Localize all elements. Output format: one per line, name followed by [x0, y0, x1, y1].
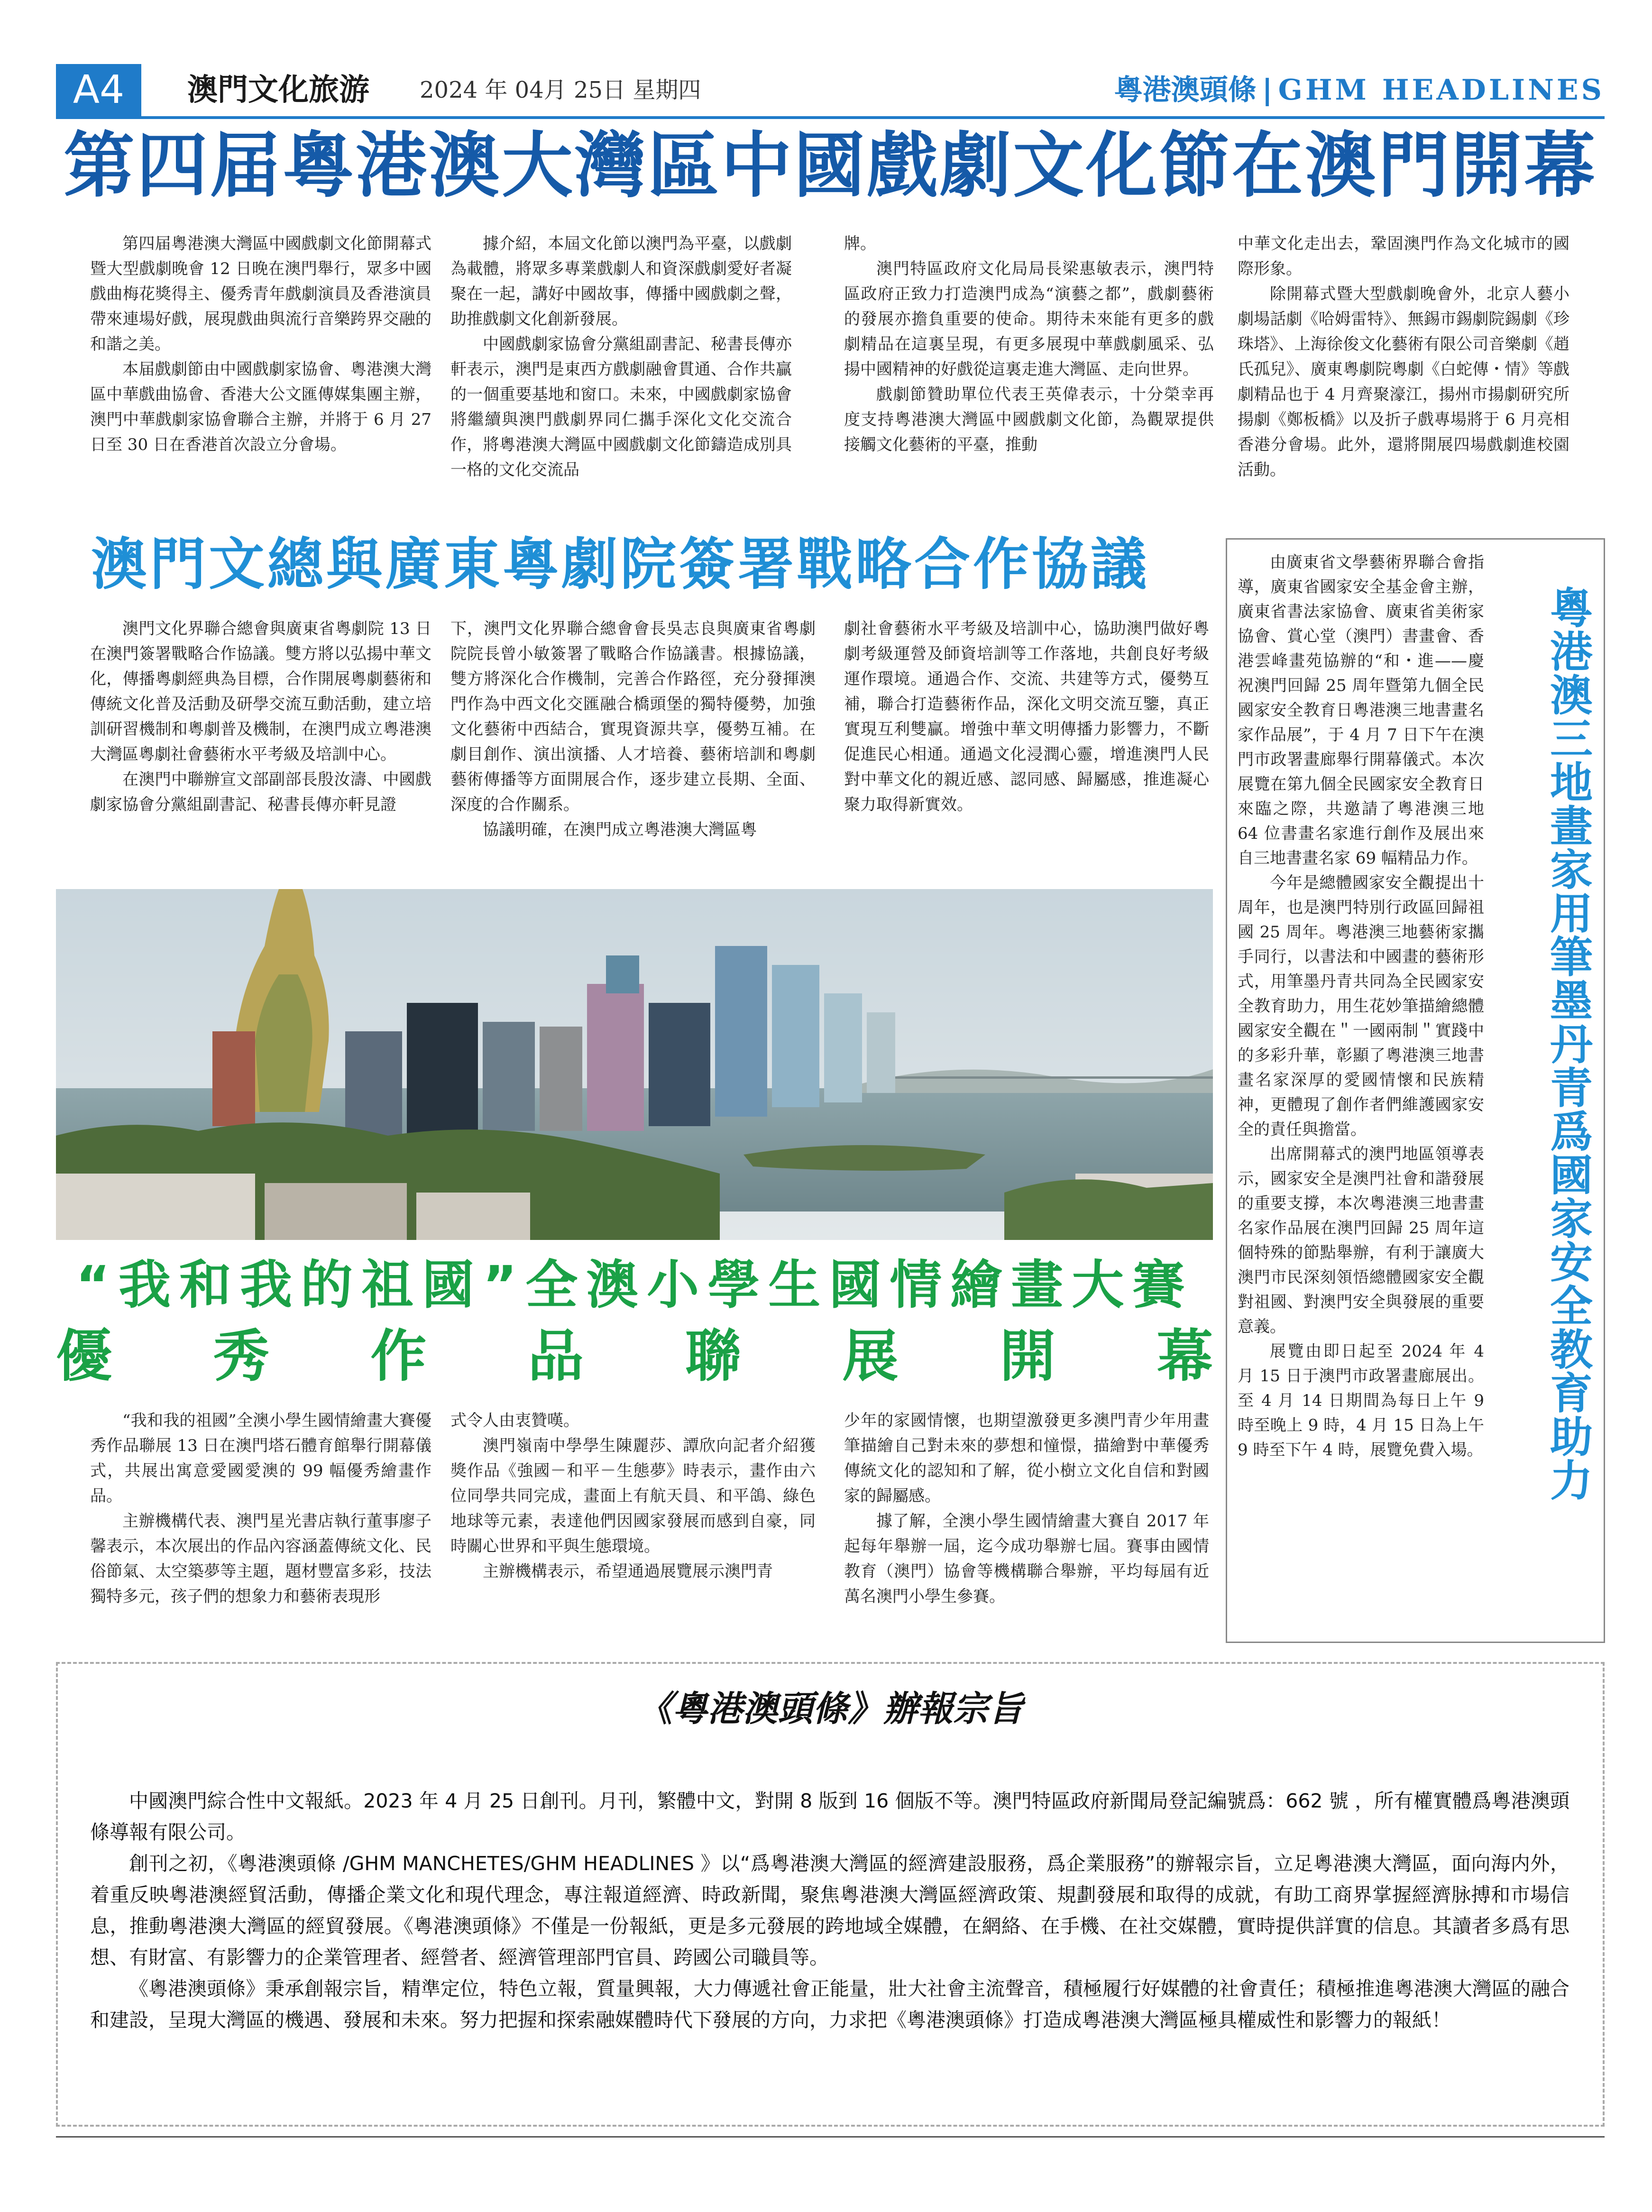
section-name: 澳門文化旅游 — [187, 73, 369, 108]
article1-paragraph: 戲劇節贊助單位代表王英偉表示，十分榮幸再度支持粵港澳大灣區中國戲劇文化節，為觀眾提供接觸文化藝術的平臺，推動 — [844, 385, 1214, 454]
article2-paragraph: 在澳門中聯辦宣文部副部長殷汝濤、中國戲劇家協會分黨組副書記、秘書長傳亦軒見證 — [90, 770, 431, 814]
article2-paragraph: 劇社會藝術水平考級及培訓中心，協助澳門做好粵劇考級運營及師資培訓等工作落地，共創良好考級運作環境。通過合作、交流、共建等方式，優勢互補，聯合打造藝術作品，深化文明交流互鑒，真正實現互利雙贏。增強中華文明傳播力影響力，不斷促進民心相通。通過文化浸潤心靈，增進澳門人民對中華文化的親近感、認同感、歸屬感，推進凝心聚力取得新實效。 — [844, 619, 1209, 814]
article3-paragraph: 澳門嶺南中學學生陳麗莎、譚欣向記者介紹獲獎作品《強國－和平－生態夢》時表示，畫作由六位同學共同完成，畫面上有航天員、和平鴿、綠色地球等元素，表達他們因國家發展而感到自豪，同時關心世界和平與生態環境。 — [450, 1436, 816, 1556]
headline-char: 優 — [56, 1323, 112, 1389]
article3-paragraph: 據了解，全澳小學生國情繪畫大賽自 2017 年起每年舉辦一屆，迄今成功舉辦七屆。賽事由國情教育（澳門）協會等機構聯合舉辦，平均每屆有近萬名澳門小學生參賽。 — [844, 1512, 1209, 1606]
article3-column-2 — [450, 1408, 816, 1584]
headline-char: 展 — [842, 1323, 899, 1389]
headline-char: 聯 — [685, 1323, 741, 1389]
article1-paragraph: 除開幕式暨大型戲劇晚會外，北京人藝小劇場話劇《哈姆雷特》、無錫市錫劇院錫劇《珍珠塔》、上海徐俊文化藝術有限公司音樂劇《趙氏孤兒》、廣東粵劇院粵劇《白蛇傳・情》等戲劇精品也于 4 月齊聚濠江，揚州市揚劇研究所揚劇《鄭板橋》以及折子戲專場將于 6 月亮相香港分會場。此外，還將開展四場戲劇進校園活動。 — [1238, 285, 1569, 479]
issue-date: 2024 年 04月 25日 星期四 — [420, 77, 701, 103]
article2-paragraph: 澳門文化界聯合總會與廣東省粵劇院 13 日在澳門簽署戰略合作協議。雙方將以弘揚中華文化，傳播粵劇經典為目標，合作開展粵劇藝術和傳統文化普及活動及研學交流互動活動，建立培訓研習機制和粵劇普及機制，在澳門成立粵港澳大灣區粵劇社會藝術水平考級及培訓中心。 — [90, 619, 431, 764]
header-rule — [56, 116, 1605, 119]
article2-column-3 — [844, 616, 1209, 817]
article1-column-2 — [450, 231, 792, 483]
article3-headline-line2 — [56, 1323, 1213, 1389]
headline-char: 品 — [528, 1323, 584, 1389]
article2-paragraph: 協議明確，在澳門成立粵港澳大灣區粵 — [483, 820, 757, 839]
article1-column-4 — [1238, 231, 1569, 483]
skyline-illustration — [56, 889, 1213, 1240]
sidebar-text — [1238, 550, 1484, 1462]
mission-paragraph: 中國澳門綜合性中文報紙。2023 年 4 月 25 日創刊。月刊，繁體中文，對開 8 版到 16 個版不等。澳門特區政府新聞局登記編號爲：662 號 ，所有權實體爲粵港澳頭條導報有限公司。 — [90, 1790, 1569, 1844]
article1-column-1 — [90, 231, 431, 458]
brand-en: GHM HEADLINES — [1278, 73, 1605, 107]
article1-paragraph: 據介紹，本屆文化節以澳門為平臺，以戲劇為載體，將眾多專業戲劇人和資深戲劇愛好者凝聚在一起，講好中國故事，傳播中國戲劇之聲，助推戲劇文化創新發展。 — [450, 234, 792, 329]
article1-paragraph: 中國戲劇家協會分黨組副書記、秘書長傳亦軒表示，澳門是東西方戲劇融會貫通、合作共贏的一個重要基地和窗口。未來，中國戲劇家協會將繼續與澳門戲劇界同仁攜手深化文化交流合作，將粵港澳大灣區中國戲劇文化節鑄造成別具一格的文化交流品 — [450, 335, 792, 479]
article3-paragraph: “我和我的祖國”全澳小學生國情繪畫大賽優秀作品聯展 13 日在澳門塔石體育館舉行開幕儀式，共展出寓意愛國愛澳的 99 幅優秀繪畫作品。 — [90, 1411, 431, 1505]
article2-paragraph: 下，澳門文化界聯合總會會長吳志良與廣東省粵劇院院長曾小敏簽署了戰略合作協議書。根據協議，雙方將深化合作機制，完善合作路徑，充分發揮澳門作為中西文化交匯融合橋頭堡的獨特優勢，加強文化藝術中西結合，實現資源共享，優勢互補。在劇目創作、演出演播、人才培養、藝術培訓和粵劇藝術傳播等方面開展合作，逐步建立長期、全面、深度的合作關系。 — [450, 619, 816, 814]
sidebar-paragraph: 出席開幕式的澳門地區領導表示，國家安全是澳門社會和諧發展的重要支撐，本次粵港澳三地書畫名家作品展在澳門回歸 25 周年這個特殊的節點舉辦，有利于讓廣大澳門市民深刻領悟總體國家安全觀對祖國、對澳門安全與發展的重要意義。 — [1238, 1145, 1484, 1336]
article1-paragraph: 澳門特區政府文化局局長梁惠敏表示，澳門特區政府正致力打造澳門成為“演藝之都”，戲劇藝術的發展亦擔負重要的使命。期待未來能有更多的戲劇精品在這裏呈現，有更多展現中華戲劇風采、弘揚中國精神的好戲從這裏走進大灣區、走向世界。 — [844, 259, 1214, 379]
brand-cn: 粵港澳頭條 — [1114, 73, 1257, 107]
article1-paragraph: 第四届粵港澳大灣區中國戲劇文化節開幕式暨大型戲劇晚會 12 日晚在澳門舉行，眾多中國戲曲梅花獎得主、優秀青年戲劇演員及香港演員帶來連場好戲，展現戲曲與流行音樂跨界交融的和諧之美。 — [90, 234, 431, 354]
article3-column-1 — [90, 1408, 431, 1609]
article2-headline: 澳門文總與廣東粵劇院簽署戰略合作協議 — [91, 532, 1149, 597]
mission-paragraph: 創刊之初，《粵港澳頭條 /GHM MANCHETES/GHM HEADLINES 》以“爲粵港澳大灣區的經濟建設服務，爲企業服務”的辦報宗旨，立足粵港澳大灣區，面向海内外，着重反映粵港澳經貿活動，傳播企業文化和現代理念，專注報道經濟、時政新聞，聚焦粵港澳大灣區經濟政策、規劃發展和取得的成就，有助工商界掌握經濟脉搏和市場信息，推動粵港澳大灣區的經貿發展。《粵港澳頭條》不僅是一份報紙，更是多元發展的跨地域全媒體，在網絡、在手機、在社交媒體，實時提供詳實的信息。其讀者多爲有思想、有財富、有影響力的企業管理者、經營者、經濟管理部門官員、跨國公司職員等。 — [90, 1852, 1569, 1969]
headline-char: 開 — [1000, 1323, 1056, 1389]
sidebar-paragraph: 由廣東省文學藝術界聯合會指導，廣東省國家安全基金會主辦，廣東省書法家協會、廣東省美術家協會、賞心堂（澳門）書畫會、香港雲峰畫苑協辦的“和・進——慶祝澳門回歸 25 周年暨第九個全民國家安全教育日粵港澳三地書畫名家作品展”，于 4 月 7 日下午在澳門市政署畫廊舉行開幕儀式。本次展覽在第九個全民國家安全教育日來臨之際，共邀請了粵港澳三地 64 位書畫名家進行創作及展出來自三地書畫名家 69 幅精品力作。 — [1238, 553, 1484, 868]
sidebar-paragraph: 今年是總體國家安全觀提出十周年，也是澳門特別行政區回歸祖國 25 周年。粵港澳三地藝術家攜手同行，以書法和中國畫的藝術形式，用筆墨丹青共同為全民國家安全教育助力，用生花妙筆描繪總體國家安全觀在＂一國兩制＂實踐中的多彩升華，彰顯了粵港澳三地書畫名家深厚的愛國情懷和民族精神，更體現了創作者們維護國家安全的責任與擔當。 — [1238, 873, 1484, 1139]
article3-paragraph: 式令人由衷贊嘆。 — [450, 1411, 579, 1430]
footer-rule — [56, 2136, 1605, 2138]
macau-skyline-photo — [56, 889, 1213, 1240]
masthead-brand — [1114, 64, 1605, 116]
sidebar-paragraph: 展覽由即日起至 2024 年 4 月 15 日于澳門市政署畫廊展出。至 4 月 14 日期間為每日上午 9 時至晚上 9 時，4 月 15 日為上午 9 時至下午 4 時，展覽免費入場。 — [1238, 1342, 1484, 1459]
brand-separator: | — [1262, 73, 1273, 107]
mission-title: 《粵港澳頭條》辦報宗旨 — [637, 1689, 1023, 1729]
article1-headline: 第四届粵港澳大灣區中國戲劇文化節在澳門開幕 — [63, 125, 1597, 207]
sidebar-vertical-title: 粵港澳三地畫家用筆墨丹青爲國家安全教育助力 — [1542, 586, 1592, 1502]
page-number: A4 — [56, 64, 141, 116]
headline-char: 作 — [370, 1323, 427, 1389]
article3-headline-line1: “我和我的祖國”全澳小學生國情繪畫大賽 — [75, 1255, 1193, 1315]
article3-paragraph: 主辦機構代表、澳門星光書店執行董事廖子馨表示，本次展出的作品內容涵蓋傳統文化、民俗節氣、太空築夢等主題，題材豐富多彩，技法獨特多元，孩子們的想象力和藝術表現形 — [90, 1512, 431, 1606]
headline-char: 幕 — [1156, 1323, 1213, 1389]
mission-body — [90, 1785, 1569, 2036]
article2-column-1 — [90, 616, 431, 817]
article3-paragraph: 少年的家國情懷，也期望激發更多澳門青少年用畫筆描繪自己對未來的夢想和憧憬，描繪對中華優秀傳統文化的認知和了解，從小樹立文化自信和對國家的歸屬感。 — [844, 1411, 1209, 1505]
article2-column-2 — [450, 616, 816, 843]
article3-column-3 — [844, 1408, 1209, 1609]
headline-char: 秀 — [213, 1323, 269, 1389]
article1-paragraph: 中華文化走出去，鞏固澳門作為文化城市的國際形象。 — [1238, 234, 1569, 278]
mission-paragraph: 《粵港澳頭條》秉承創報宗旨，精準定位，特色立報，質量興報，大力傳遞社會正能量，壯大社會主流聲音，積極履行好媒體的社會責任；積極推進粵港澳大灣區的融合和建設，呈現大灣區的機遇、發展和未來。努力把握和探索融媒體時代下發展的方向，力求把《粵港澳頭條》打造成粵港澳大灣區極具權威性和影響力的報紙！ — [90, 1977, 1569, 2031]
article1-paragraph: 牌。 — [844, 234, 876, 253]
article1-paragraph: 本届戲劇節由中國戲劇家協會、粵港澳大灣區中華戲曲協會、香港大公文匯傳媒集團主辦，澳門中華戲劇家協會聯合主辦，并將于 6 月 27 日至 30 日在香港首次設立分會場。 — [90, 360, 431, 454]
article3-paragraph: 主辦機構表示，希望通過展覽展示澳門青 — [483, 1562, 773, 1581]
article1-column-3 — [844, 231, 1214, 458]
